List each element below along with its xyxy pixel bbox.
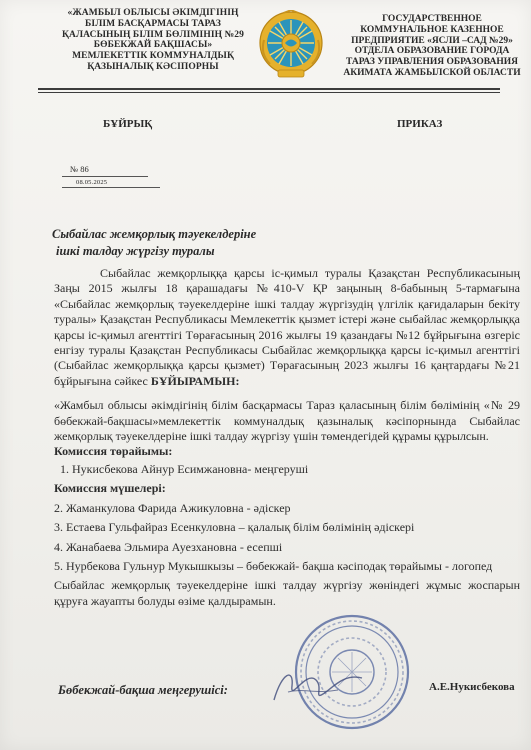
header-right-line: ОТДЕЛА ОБРАЗОВАНИЕ ГОРОДА	[354, 46, 510, 57]
header-divider-bottom	[38, 92, 500, 93]
order-body	[54, 266, 520, 609]
member-item: 4. Жанабаева Эльмира Ауезхановна - есепші	[54, 539, 283, 554]
order-subject	[52, 226, 332, 260]
header-left-line: ҚАЗЫНАЛЫҚ КӘСІПОРНЫ	[87, 61, 219, 72]
state-emblem-icon	[258, 10, 324, 80]
order-keyword: БҰЙЫРАМЫН:	[150, 373, 240, 388]
subject-line: ішкі талдау жүргізу туралы	[56, 244, 215, 258]
signatory-name: А.Е.Нукисбекова	[429, 681, 515, 693]
registration-number-line	[62, 176, 148, 177]
header-left-line: БІЛІМ БАСҚАРМАСЫ ТАРАЗ	[85, 18, 221, 29]
document-type-kazakh: БҰЙРЫҚ	[103, 118, 153, 130]
header-divider-top	[38, 88, 500, 90]
commission-paragraph: «Жамбыл облысы әкімдігінің білім басқармасы Тараз қаласының білім бөлімінің «№ 29 бөбекжай-бақшасы»мемлекеттік коммуналдық қазыналық кәсіпорнында Сыбайлас жемқорлық тәуекелдеріне ішкі талдау жүргізу үшін төмендегідей құрамы құрылсын.	[54, 398, 520, 444]
registration-date: 08.05.2025	[76, 179, 108, 186]
legal-basis-text: Сыбайлас жемқорлыққа қарсы іс-қимыл туралы Қазақстан Республикасының Заңы 2015 жылғы 18 қарашадағы №410-V ҚР заңының 8-бабының 5-тармағына «Сыбайлас жемқорлық тәуекелдеріне ішкі талдау жүргізудің үлгілік қағидаларын бекіту туралы» Қазақстан Республикасы Мемлекеттік қызмет істері және сыбайлас жемқорлыққа қарсы іс-қимыл агенттігі Төрағасының 2016 жылғы 19 қазандағы №12 бұйрығына өзгеріс енгізу туралы Қазақстан Республикасы Сыбайлас жемқорлыққа қарсы іс-қимыл агенттігі (Сыбайлас жемқорлыққа қарсы қызмет) Төрағасының 2023 жылғы 16 қаңтардағы №21 бұйрығына сәйкес	[54, 266, 520, 388]
subject-line: Сыбайлас жемқорлық тәуекелдеріне	[52, 227, 257, 241]
header-right-line: АКИМАТА ЖАМБЫЛСКОЙ ОБЛАСТИ	[343, 67, 521, 78]
header-left-line: МЕМЛЕКЕТТІК КОММУНАЛДЫҚ	[72, 51, 234, 62]
header-left-line: БӨБЕКЖАЙ БАҚШАСЫ»	[93, 40, 213, 51]
closing-paragraph: Сыбайлас жемқорлық тәуекелдеріне ішкі талдау жүргізу жөніндегі жұмыс жоспарын құруға жауапты болуды өзіме қалдырамын.	[54, 578, 520, 608]
chair-item: 1. Нукисбекова Айнур Есимжановна- меңгеруші	[60, 461, 309, 476]
member-item: 3. Естаева Гульфайраз Есенкуловна – қалалық білім бөлімінің әдіскері	[54, 520, 415, 535]
member-item: 2. Жаманкулова Фарида Ажикуловна - әдіскер	[54, 500, 291, 515]
header-right-russian	[336, 14, 528, 79]
members-heading: Комиссия мүшелері:	[54, 481, 166, 496]
header-right-line: ГОСУДАРСТВЕННОЕ	[382, 14, 482, 24]
registration-date-line	[62, 187, 160, 188]
registration-number: № 86	[70, 164, 89, 174]
header-left-kazakh	[52, 8, 254, 73]
header-left-line: «ЖАМБЫЛ ОБЛЫСЫ ӘКІМДІГІНІҢ	[67, 8, 239, 18]
header-right-line: ТАРАЗ УПРАВЛЕНИЯ ОБРАЗОВАНИЯ	[345, 57, 519, 68]
header-left-line: ҚАЛАСЫНЫҢ БІЛІМ БӨЛІМІНІҢ №29	[62, 29, 244, 40]
chair-heading: Комиссия төрайымы:	[54, 444, 173, 459]
document-type-russian: ПРИКАЗ	[397, 118, 443, 130]
member-item: 5. Нурбекова Гульнур Мукышкызы – бөбекжай- бақша кәсіподақ төрайымы - логопед	[54, 558, 493, 573]
header-right-line: КОММУНАЛЬНОЕ КАЗЕННОЕ	[360, 24, 504, 35]
signature-label: Бөбекжай-бақша меңгерушісі:	[58, 683, 228, 697]
handwritten-signature-icon	[268, 662, 368, 712]
header-right-line: ПРЕДПРИЯТИЕ «ЯСЛИ –САД №29»	[351, 35, 513, 46]
legal-basis-paragraph	[54, 266, 520, 389]
